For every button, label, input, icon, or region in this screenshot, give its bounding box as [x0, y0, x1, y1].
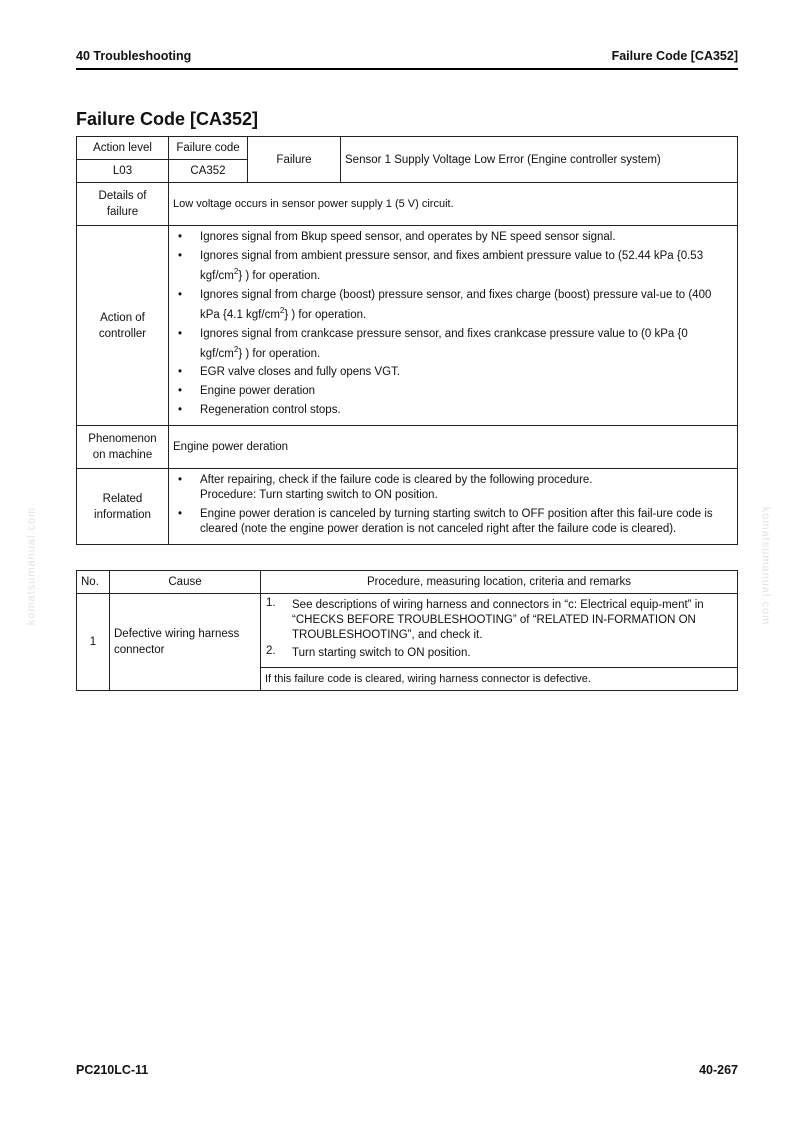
- list-item: [178, 507, 730, 537]
- bullet: •: [178, 288, 183, 301]
- col-procedure-header: Procedure, measuring location, criteria and remarks: [261, 571, 738, 594]
- step-text: See descriptions of wiring harness and connectors in “c: Electrical equip-ment” in “CHECKS BEFORE TROUBLESHOOTING” of “RELATED IN-FORMATION ON TROUBLESHOOTING”, and check it.: [292, 599, 704, 641]
- cause-no: 1: [77, 594, 110, 691]
- action-row: [77, 226, 738, 426]
- step-text: Turn starting switch to ON position.: [292, 647, 471, 659]
- related-list: [170, 470, 736, 543]
- bullet: •: [178, 250, 183, 262]
- details-label-line2: failure: [106, 206, 139, 218]
- procedure-step: [266, 646, 730, 661]
- list-item: [178, 230, 730, 245]
- page-title: Failure Code [CA352]: [76, 109, 259, 129]
- phenomenon-label-line2: on machine: [92, 449, 153, 462]
- action-text: Ignores signal from crankcase pressure sensor, and fixes crankcase pressure value to (0 kPa {0 kgf/cm: [200, 327, 688, 360]
- superscript: 2: [279, 305, 285, 315]
- watermark-right: komatsumanual.com: [759, 506, 772, 626]
- action-text: } ) for operation.: [238, 269, 321, 282]
- list-item: [178, 288, 730, 323]
- action-text: Ignores signal from Bkup speed sensor, and operates by NE speed sensor signal.: [200, 231, 616, 243]
- phenomenon-value: Engine power deration: [169, 426, 738, 469]
- related-item1-line1: After repairing, check if the failure code is cleared by the following procedure.: [200, 474, 593, 487]
- related-label-line1: Related: [102, 492, 143, 505]
- procedure-result: If this failure code is cleared, wiring harness connector is defective.: [261, 668, 738, 691]
- page-header: [76, 48, 738, 70]
- footer-page-number: 40-267: [699, 1063, 738, 1077]
- bullet: •: [178, 231, 183, 243]
- procedure-step: [266, 598, 730, 643]
- procedure-steps-cell: [261, 594, 738, 668]
- col-no-header: No.: [77, 571, 110, 594]
- superscript: 2: [233, 344, 239, 354]
- details-label: [77, 183, 169, 226]
- header-code: Failure Code [CA352]: [611, 49, 738, 63]
- list-item: [178, 327, 730, 362]
- bullet: •: [178, 327, 183, 340]
- related-item1-line2: Procedure: Turn starting switch to ON position.: [200, 489, 438, 502]
- watermark-left: komatsumanual.com: [25, 506, 38, 626]
- related-list-cell: [169, 469, 738, 545]
- failure-value: Sensor 1 Supply Voltage Low Error (Engine controller system): [341, 137, 738, 183]
- failure-label: Failure: [248, 137, 341, 183]
- procedure-steps: [262, 595, 736, 666]
- cause-text: Defective wiring harness connector: [110, 594, 261, 691]
- action-label: [77, 226, 169, 426]
- superscript: 2: [233, 267, 239, 276]
- list-item: [178, 365, 730, 380]
- related-item2: Engine power deration is canceled by turning starting switch to OFF position after this fail-ure code is cleared (note the engine power deration is not canceled right after the failure code is cleared).: [200, 508, 713, 536]
- related-label-line2: information: [94, 508, 151, 521]
- bullet: •: [178, 508, 183, 521]
- action-text: Ignores signal from ambient pressure sensor, and fixes ambient pressure value to (52.44 kPa {0.53 kgf/cm: [200, 250, 704, 282]
- list-item: [178, 473, 730, 503]
- phenomenon-label-line1: Phenomenon: [88, 433, 157, 446]
- col-cause-header: Cause: [110, 571, 261, 594]
- section-title: 40 Troubleshooting: [76, 49, 192, 63]
- details-row: [77, 183, 738, 226]
- action-text: Ignores signal from charge (boost) pressure sensor, and fixes charge (boost) pressure val-ue to (400 kPa {4.1 kgf/cm: [200, 288, 712, 321]
- failure-code-label: Failure code: [169, 137, 248, 160]
- bullet: •: [178, 385, 183, 398]
- bullet: •: [178, 474, 183, 487]
- list-item: [178, 249, 730, 284]
- action-text: } ) for operation.: [284, 308, 367, 321]
- failure-code-value: CA352: [169, 160, 248, 183]
- cause-table: [76, 570, 738, 691]
- action-level-label: Action level: [77, 137, 169, 160]
- action-list: [170, 227, 736, 424]
- related-row: [77, 469, 738, 545]
- failure-info-table: [76, 136, 738, 545]
- action-text: Engine power deration: [200, 385, 316, 398]
- action-list-cell: [169, 226, 738, 426]
- list-item: [178, 403, 730, 418]
- bullet: •: [178, 366, 183, 379]
- details-value: Low voltage occurs in sensor power supply 1 (5 V) circuit.: [169, 183, 738, 226]
- phenomenon-label: [77, 426, 169, 469]
- action-text: EGR valve closes and fully opens VGT.: [200, 366, 401, 379]
- action-label-line1: Action of: [100, 311, 145, 324]
- footer-model: PC210LC-11: [76, 1063, 149, 1077]
- action-text: } ) for operation.: [238, 347, 321, 360]
- phenomenon-row: [77, 426, 738, 469]
- action-text: Regeneration control stops.: [200, 404, 341, 417]
- step-number: 1.: [266, 597, 276, 609]
- list-item: [178, 384, 730, 399]
- bullet: •: [178, 404, 183, 417]
- table-row: [77, 594, 738, 668]
- action-label-line2: controller: [98, 327, 147, 340]
- related-label: [77, 469, 169, 545]
- step-number: 2.: [266, 645, 276, 657]
- details-label-line1: Details of: [98, 190, 147, 202]
- action-level-value: L03: [77, 160, 169, 183]
- cause-header-row: [77, 571, 738, 594]
- summary-header-row: [77, 137, 738, 160]
